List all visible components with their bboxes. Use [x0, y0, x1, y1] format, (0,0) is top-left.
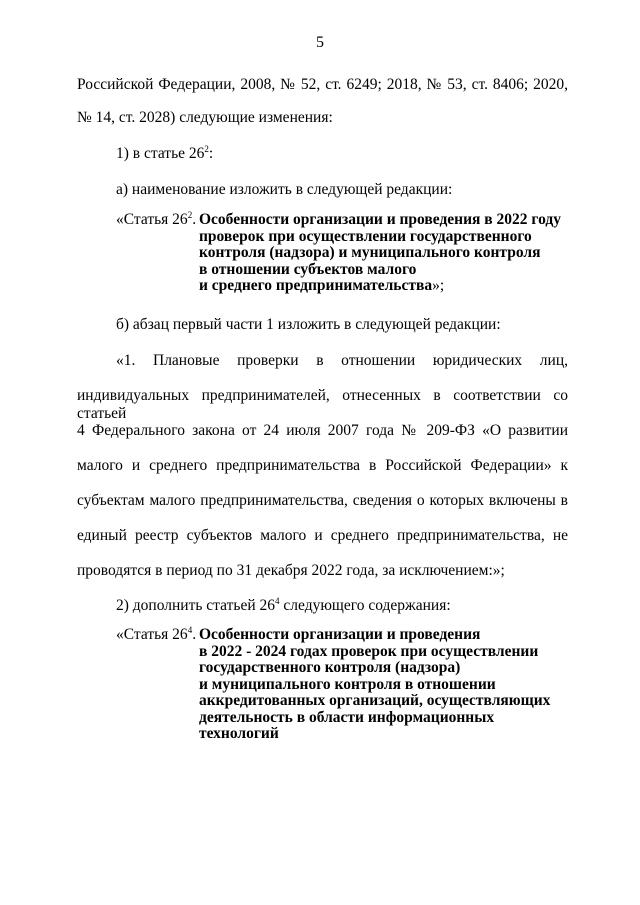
article-title-line: и муниципального контроля в отношении [199, 675, 496, 693]
superscript: 4 [187, 624, 193, 635]
paragraph-line: проводятся в период по 31 декабря 2022 года, за исключением:»; [77, 562, 505, 579]
article-title-line: аккредитованных организаций, осуществляющих [199, 692, 551, 709]
superscript: 2 [187, 209, 193, 220]
paragraph-line: единый реестр субъектов малого и среднего предпринимательства, не [77, 527, 568, 544]
text-line: Российской Федерации, 2008, № 52, ст. 6249; 2018, № 53, ст. 8406; 2020, [77, 76, 568, 93]
article-title-line: технологий [199, 725, 279, 742]
text-line: № 14, ст. 2028) следующие изменения: [77, 109, 333, 126]
list-item-text: : [208, 145, 214, 162]
article-title-line: проверок при осуществлении государственного [199, 227, 532, 245]
paragraph-line: 4 Федерального закона от 24 июля 2007 года № 209-ФЗ «О развитии [77, 422, 568, 439]
article-title-line: государственного контроля (надзора) [199, 659, 461, 676]
article-title-text: и среднего предпринимательства [199, 277, 433, 294]
article-prefix [116, 209, 197, 229]
article-prefix [116, 624, 197, 644]
article-dot: . [192, 211, 197, 228]
article-dot: . [192, 626, 197, 643]
article-title-line: Особенности организации и проведения в 2022 году [199, 211, 561, 228]
article-title [199, 627, 550, 743]
list-item-2 [116, 597, 451, 615]
article-title [199, 212, 561, 295]
list-item-text: 2) дополнить статьей 26 [116, 597, 276, 614]
paragraph-line: «1. Плановые проверки в отношении юридических лиц, [116, 352, 568, 369]
list-item-text: следующего содержания: [279, 597, 451, 614]
article-title-line: в отношении субъектов малого [199, 260, 417, 278]
article-label: «Статья 26 [116, 626, 188, 643]
sub-item-b: б) абзац первый части 1 изложить в следующей редакции: [116, 316, 501, 333]
list-item-text: 1) в статье 26 [116, 145, 205, 162]
page-number: 5 [316, 34, 324, 51]
superscript: 2 [204, 143, 209, 154]
article-title-line: Особенности организации и проведения [199, 626, 481, 643]
paragraph-line: малого и среднего предпринимательства в Российской Федерации» к [77, 457, 568, 474]
list-item-1 [116, 145, 213, 163]
sub-item-a: а) наименование изложить в следующей редакции: [116, 181, 453, 198]
paragraph-line: субъектам малого предпринимательства, сведения о которых включены в [77, 492, 568, 509]
article-title-line: в 2022 - 2024 годах проверок при осуществлении [199, 642, 539, 660]
article-title-line [199, 278, 561, 295]
superscript: 4 [275, 595, 280, 606]
article-title-line: контроля (надзора) и муниципального контроля [199, 244, 541, 261]
article-title-line: деятельность в области информационных [199, 708, 495, 726]
paragraph-line: индивидуальных предпринимателей, отнесенных в соответствии со статьей [77, 387, 568, 422]
article-label: «Статья 26 [116, 211, 188, 228]
closing-quote: »; [432, 277, 445, 294]
